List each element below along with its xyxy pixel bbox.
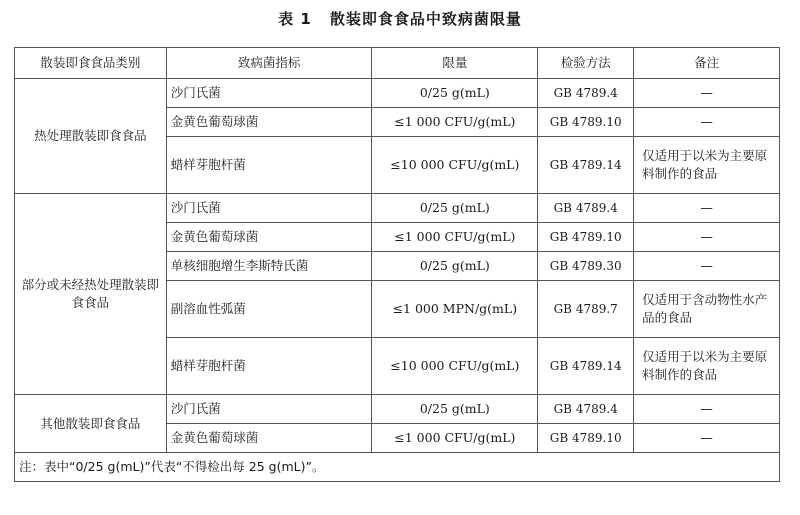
header-limit: 限量 <box>372 48 538 79</box>
method-cell: GB 4789.4 <box>538 79 634 108</box>
category-cell: 热处理散装即食食品 <box>15 79 167 194</box>
pathogen-cell: 金黄色葡萄球菌 <box>166 223 372 252</box>
method-cell: GB 4789.10 <box>538 108 634 137</box>
limit-cell: 0/25 g(mL) <box>372 252 538 281</box>
table-number: 表 1 <box>278 10 312 28</box>
header-row <box>15 48 780 79</box>
header-remark: 备注 <box>634 48 780 79</box>
pathogen-cell: 蜡样芽胞杆菌 <box>166 338 372 395</box>
limit-cell: ≤1 000 CFU/g(mL) <box>372 424 538 453</box>
method-cell: GB 4789.10 <box>538 223 634 252</box>
table-row <box>15 395 780 424</box>
remark-cell: — <box>634 79 780 108</box>
method-cell: GB 4789.10 <box>538 424 634 453</box>
header-pathogen: 致病菌指标 <box>166 48 372 79</box>
remark-cell: — <box>634 424 780 453</box>
limit-cell: ≤1 000 CFU/g(mL) <box>372 223 538 252</box>
remark-cell: 仅适用于以米为主要原料制作的食品 <box>634 137 780 194</box>
limit-cell: ≤1 000 CFU/g(mL) <box>372 108 538 137</box>
table-title: 散装即食食品中致病菌限量 <box>329 10 522 28</box>
pathogen-cell: 副溶血性弧菌 <box>166 281 372 338</box>
remark-cell: — <box>634 194 780 223</box>
limit-cell: 0/25 g(mL) <box>372 395 538 424</box>
pathogen-limit-table <box>14 47 780 482</box>
limit-cell: ≤10 000 CFU/g(mL) <box>372 137 538 194</box>
remark-cell: — <box>634 395 780 424</box>
remark-cell: — <box>634 223 780 252</box>
method-cell: GB 4789.4 <box>538 395 634 424</box>
pathogen-cell: 金黄色葡萄球菌 <box>166 108 372 137</box>
header-method: 检验方法 <box>538 48 634 79</box>
remark-cell: — <box>634 252 780 281</box>
pathogen-cell: 沙门氏菌 <box>166 79 372 108</box>
method-cell: GB 4789.30 <box>538 252 634 281</box>
method-cell: GB 4789.4 <box>538 194 634 223</box>
remark-cell: 仅适用于含动物性水产品的食品 <box>634 281 780 338</box>
limit-cell: 0/25 g(mL) <box>372 194 538 223</box>
limit-cell: ≤10 000 CFU/g(mL) <box>372 338 538 395</box>
note-row <box>15 453 780 482</box>
table-row <box>15 79 780 108</box>
table-note: 注：表中“0/25 g(mL)”代表“不得检出每 25 g(mL)”。 <box>15 453 780 482</box>
remark-cell: 仅适用于以米为主要原料制作的食品 <box>634 338 780 395</box>
method-cell: GB 4789.14 <box>538 338 634 395</box>
category-cell: 部分或未经热处理散装即食食品 <box>15 194 167 395</box>
table-row <box>15 194 780 223</box>
remark-cell: — <box>634 108 780 137</box>
limit-cell: ≤1 000 MPN/g(mL) <box>372 281 538 338</box>
header-category: 散装即食食品类别 <box>15 48 167 79</box>
pathogen-cell: 沙门氏菌 <box>166 395 372 424</box>
method-cell: GB 4789.7 <box>538 281 634 338</box>
method-cell: GB 4789.14 <box>538 137 634 194</box>
category-cell: 其他散装即食食品 <box>15 395 167 453</box>
limit-cell: 0/25 g(mL) <box>372 79 538 108</box>
pathogen-cell: 蜡样芽胞杆菌 <box>166 137 372 194</box>
pathogen-cell: 金黄色葡萄球菌 <box>166 424 372 453</box>
table-caption <box>0 8 800 29</box>
pathogen-cell: 沙门氏菌 <box>166 194 372 223</box>
pathogen-cell: 单核细胞增生李斯特氏菌 <box>166 252 372 281</box>
